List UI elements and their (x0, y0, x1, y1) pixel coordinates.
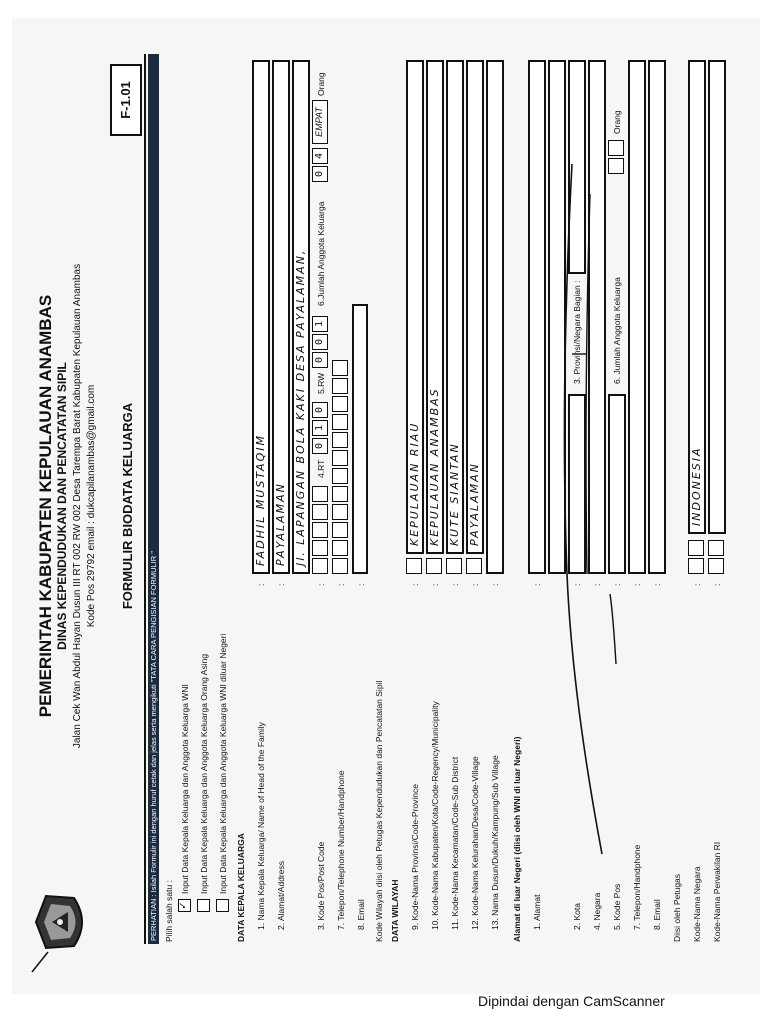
colon: : (532, 583, 542, 586)
rw-label: 5.RW (316, 372, 326, 394)
form-title: FORMULIR BIODATA KELUARGA (120, 402, 135, 610)
wilayah-f10-label: 10. Kode-Nama Kabupaten/Kota/Code-Regency/Municipality (430, 701, 440, 930)
kec-value: KUTE SIANTAN (448, 442, 461, 546)
header-contact: Kode Pos 29792 email : dukcapilanambas@gmail.com (86, 384, 97, 628)
colon: : (592, 583, 602, 586)
colon: : (612, 583, 622, 586)
luar-telepon: 7. Telepon/Handphone (632, 844, 642, 930)
rotated-form (12, 18, 760, 994)
notice-text: PERHATIAN : Isilah Formulir ini dengan huruf cetak dan jelas serta mengikuti "TATA CARA PENGISIAN FORMULIR " (149, 551, 158, 941)
wilayah-f13-label: 13. Nama Dusun/Dukuh/Kampung/Sub Village (490, 755, 500, 930)
strike-line-3 (610, 594, 616, 664)
luar-section: Alamat di luar Negeri (diisi oleh WNI di luar Negeri) (512, 736, 522, 942)
desa-value: PAYALAMAN (468, 462, 481, 546)
luar-jumlah: 6. Jumlah Anggota Keluarga (612, 277, 622, 384)
kepala-f2-label: 2. Alamat/Address (276, 861, 286, 930)
rt-digit[interactable]: 0 (312, 438, 328, 454)
jumlah-digit[interactable]: 4 (312, 148, 328, 164)
colon: : (712, 583, 722, 586)
choice-label-3: Input Data Kepala Keluarga dan Anggota Keluarga WNI diluar Negeri (218, 633, 228, 894)
strike-line-1 (564, 164, 602, 854)
jumlah-label: 6.Jumlah Anggota Keluarga (316, 201, 326, 306)
strike-through-marks (12, 18, 760, 994)
rt-label: 4.RT (316, 459, 326, 478)
choice-heading: Pilih salah satu : (164, 880, 174, 942)
colon: : (470, 583, 480, 586)
choice-checkbox-1[interactable]: ✓ (178, 899, 191, 912)
luar-email: 8. Email (652, 899, 662, 930)
strike-line-2 (586, 194, 590, 574)
colon: : (430, 583, 440, 586)
wilayah-section: DATA WILAYAH (390, 879, 400, 942)
luar-orang: Orang (612, 110, 622, 134)
kode-negara-value: INDONESIA (690, 446, 703, 526)
kepala-section: DATA KEPALA KELUARGA (236, 833, 246, 942)
colon: : (336, 583, 346, 586)
form-code: F-1.01 (118, 81, 133, 119)
prov-value: KEPULAUAN RIAU (408, 421, 421, 546)
kepala-address-value-1: PAYALAMAN (274, 482, 287, 566)
colon: : (256, 583, 266, 586)
header-line2: DINAS KEPENDUDUKAN DAN PENCATATAN SIPIL (55, 362, 69, 650)
kepala-f3-label: 3. Kode Pos/Post Code (316, 841, 326, 930)
luar-alamat: 1. Alamat (532, 894, 542, 930)
jumlah-orang: Orang (316, 72, 326, 96)
kepala-name-value: FADHIL MUSTAQIM (254, 434, 267, 566)
wilayah-f12-label: 12. Kode-Nama Kelurahan/Desa/Code-Village (470, 756, 480, 930)
luar-kota: 2. Kota (572, 903, 582, 930)
colon: : (276, 583, 286, 586)
colon: : (652, 583, 662, 586)
kepala-f1-label: 1. Nama Kepala Keluarga/ Name of Head of the Family (256, 722, 266, 930)
rw-digit[interactable]: 0 (312, 352, 328, 368)
wilayah-f9-label: 9. Kode-Nama Provinsi/Code-Province (410, 784, 420, 930)
kab-value: KEPULAUAN ANAMBAS (428, 387, 441, 546)
colon: : (490, 583, 500, 586)
header-address: Jalan Cek Wan Abdul Hayan Dusun III RT 002 RW 002 Desa Tarempa Barat Kabupaten Kepulauan Anambas (72, 263, 83, 749)
colon: : (316, 583, 326, 586)
luar-kode-perwakilan: Kode-Nama Perwakilan RI (712, 841, 722, 942)
jumlah-text: EMPAT (314, 107, 324, 137)
rw-digit[interactable]: 1 (312, 316, 328, 332)
choice-label-1: Input Data Kepala Keluarga dan Anggota Keluarga WNI (180, 684, 190, 894)
colon: : (572, 583, 582, 586)
luar-kode-negara: Kode-Nama Negara (692, 866, 702, 942)
header-line1: PEMERINTAH KABUPATEN KEPULAUAN ANAMBAS (36, 294, 55, 718)
luar-petugas: Diisi oleh Petugas (672, 873, 682, 942)
camscanner-footer: Dipindai dengan CamScanner (478, 993, 665, 1009)
colon: : (356, 583, 366, 586)
kepala-address-value-2: Jl. LAPANGAN BOLA KAKI DESA PAYALAMAN, (294, 248, 307, 566)
jumlah-digit[interactable]: 0 (312, 166, 328, 182)
luar-provinsi: 3. Provinsi/Negara Bagian : (572, 280, 582, 384)
luar-negara: 4. Negara (592, 892, 602, 930)
luar-kodepos: 5. Kode Pos (612, 883, 622, 930)
wilayah-f11-label: 11. Kode-Nama Kecamatan/Code-Sub District (450, 756, 460, 930)
kepala-f7-label: 7. Telepon/Telephone Number/Handphone (336, 770, 346, 930)
colon: : (632, 583, 642, 586)
rw-digit[interactable]: 0 (312, 334, 328, 350)
colon: : (692, 583, 702, 586)
kepala-f8-label: 8. Email (356, 899, 366, 930)
rt-digit[interactable]: 0 (312, 402, 328, 418)
wilayah-note: Kode Wilayah diisi oleh Petugas Kependudukan dan Pencatatan Sipil (374, 680, 384, 942)
rt-digit[interactable]: 1 (312, 420, 328, 436)
scanned-page (12, 18, 760, 994)
colon: : (410, 583, 420, 586)
choice-label-2: Input Data Kepala Keluarga dan Anggota Keluarga Orang Asing (199, 653, 209, 894)
pen-mark (30, 948, 52, 974)
colon: : (450, 583, 460, 586)
